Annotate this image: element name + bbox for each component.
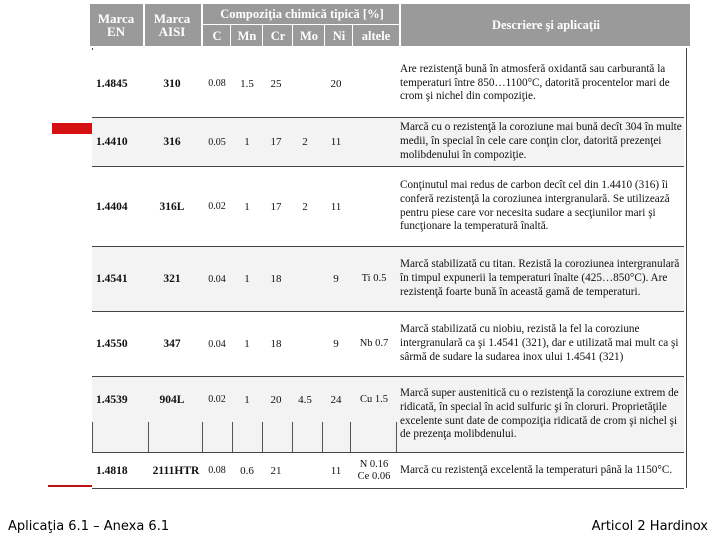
header-descriere: Descriere şi aplicaţii xyxy=(491,17,601,32)
footer-left: Aplicaţia 6.1 – Anexa 6.1 xyxy=(8,519,170,534)
header-marca-aisi: Marca AISI xyxy=(153,11,191,39)
value-cr: 25 xyxy=(270,77,282,90)
value-cr: 18 xyxy=(270,273,282,285)
value-mo xyxy=(292,50,318,117)
value-altele: Ti 0.5 xyxy=(361,273,387,284)
value-mo: 2 xyxy=(302,200,308,213)
value-mn: 1.5 xyxy=(240,77,254,90)
value-mn: 0.6 xyxy=(240,464,254,477)
grade-aisi: 316L xyxy=(159,200,185,213)
header-c: C xyxy=(212,28,222,43)
value-mo: 4.5 xyxy=(298,393,312,406)
description: Marcă cu o rezistenţă la coroziune mai bună decît 304 în multe medii, în special în cele care conţin clor, datorită prezenţei molibdenului în compoziţie. xyxy=(400,121,682,161)
grade-aisi: 904L xyxy=(159,393,185,406)
footer-right: Articol 2 Hardinox xyxy=(591,519,708,534)
cell-grid xyxy=(92,422,396,452)
value-c: 0.04 xyxy=(208,273,226,285)
value-altele: Cu 1.5 xyxy=(359,393,388,405)
value-cr: 17 xyxy=(270,200,282,213)
header-marca-en: Marca EN xyxy=(97,11,135,39)
header-compozitie: Compoziţia chimică tipică [%] xyxy=(220,6,384,21)
value-mo xyxy=(292,247,318,311)
description: Are rezistenţă bună în atmosferă oxidantă sau carburantă la temperaturi între 850…1100°C, datorită procentelor mari de crom şi nichel din compoziţie. xyxy=(400,62,670,103)
description: Marcă cu rezistenţă excelentă la temperaturi până la 1150°C. xyxy=(400,463,673,476)
value-c: 0.08 xyxy=(208,78,226,89)
header-mo: Mo xyxy=(299,28,319,43)
table-row xyxy=(92,167,684,247)
value-ni: 9 xyxy=(333,273,339,285)
grade-aisi: 316 xyxy=(163,136,181,148)
value-cr: 20 xyxy=(270,393,282,406)
table-header xyxy=(90,4,690,46)
value-ni: 11 xyxy=(330,136,342,148)
value-c: 0.08 xyxy=(208,465,226,476)
grade-en: 1.4541 xyxy=(96,273,128,285)
value-altele xyxy=(352,167,396,246)
value-cr: 18 xyxy=(270,338,282,350)
value-altele: Nb 0.7 xyxy=(359,338,389,349)
accent-line xyxy=(48,485,92,487)
table-row xyxy=(92,50,684,118)
grade-en: 1.4818 xyxy=(96,464,128,477)
value-c: 0.02 xyxy=(208,201,226,212)
value-mo xyxy=(292,453,318,488)
grade-en: 1.4410 xyxy=(96,136,128,148)
grade-en: 1.4845 xyxy=(96,77,128,90)
value-altele: N 0.16 Ce 0.06 xyxy=(357,458,391,482)
header-ni: Ni xyxy=(332,28,346,43)
grade-en: 1.4539 xyxy=(96,393,128,406)
value-ni: 20 xyxy=(330,77,342,90)
grade-aisi: 321 xyxy=(163,273,181,285)
grade-en: 1.4550 xyxy=(96,338,128,350)
value-ni: 11 xyxy=(330,464,342,477)
table-row xyxy=(92,453,684,489)
value-mo: 2 xyxy=(302,136,308,148)
value-ni: 9 xyxy=(333,338,339,350)
value-c: 0.04 xyxy=(208,338,226,350)
table-row xyxy=(92,247,684,312)
grade-en: 1.4404 xyxy=(96,200,128,213)
header-altele: altele xyxy=(361,28,391,43)
value-mn: 1 xyxy=(244,273,250,285)
value-mo xyxy=(292,312,318,376)
description: Marcă super austenitică cu o rezistenţă la coroziune extrem de ridicată, în special în acid sulfuric şi în cloruri. Proprietăţile excelente sunt date de compoziţia ridicată de crom şi nichel şi de prezenţa molibdenului. xyxy=(400,386,679,441)
grade-aisi: 310 xyxy=(163,77,181,90)
header-mn: Mn xyxy=(237,28,257,43)
value-c: 0.05 xyxy=(208,136,226,148)
accent-bar xyxy=(52,123,92,134)
table-row xyxy=(92,118,684,167)
value-altele xyxy=(352,50,396,117)
value-mn: 1 xyxy=(244,136,250,148)
value-mn: 1 xyxy=(244,200,250,213)
description: Marcă stabilizată cu niobiu, rezistă la fel la coroziune intergranulară ca şi 1.4541 (321), dar e utilizată mai mult ca şi sârmă de sudare la sudarea inox ului 1.4541 (321) xyxy=(400,323,679,363)
description: Marcă stabilizată cu titan. Rezistă la coroziunea intergranulară în timpul expunerii la temperaturi înalte (425…850°C). Are rezistenţă foarte bună în această gamă de temperaturi. xyxy=(400,258,680,298)
description: Conţinutul mai redus de carbon decît cel din 1.4410 (316) îi conferă rezistenţă la coroziunea intergranulară. Se utilizează pentru piese care vor necesita sudare a secţiunilor mari şi funcţionare la temperatură înaltă. xyxy=(400,178,670,233)
value-ni: 24 xyxy=(330,393,342,406)
value-ni: 11 xyxy=(330,200,342,213)
value-altele xyxy=(352,118,396,166)
value-cr: 17 xyxy=(270,136,282,148)
grade-aisi: 2111HTR xyxy=(152,464,200,477)
value-c: 0.02 xyxy=(208,394,226,405)
value-mn: 1 xyxy=(244,338,250,350)
table-row xyxy=(92,312,684,377)
value-cr: 21 xyxy=(270,464,282,477)
header-cr: Cr xyxy=(270,28,286,43)
value-mn: 1 xyxy=(244,393,250,406)
grade-aisi: 347 xyxy=(163,338,181,350)
